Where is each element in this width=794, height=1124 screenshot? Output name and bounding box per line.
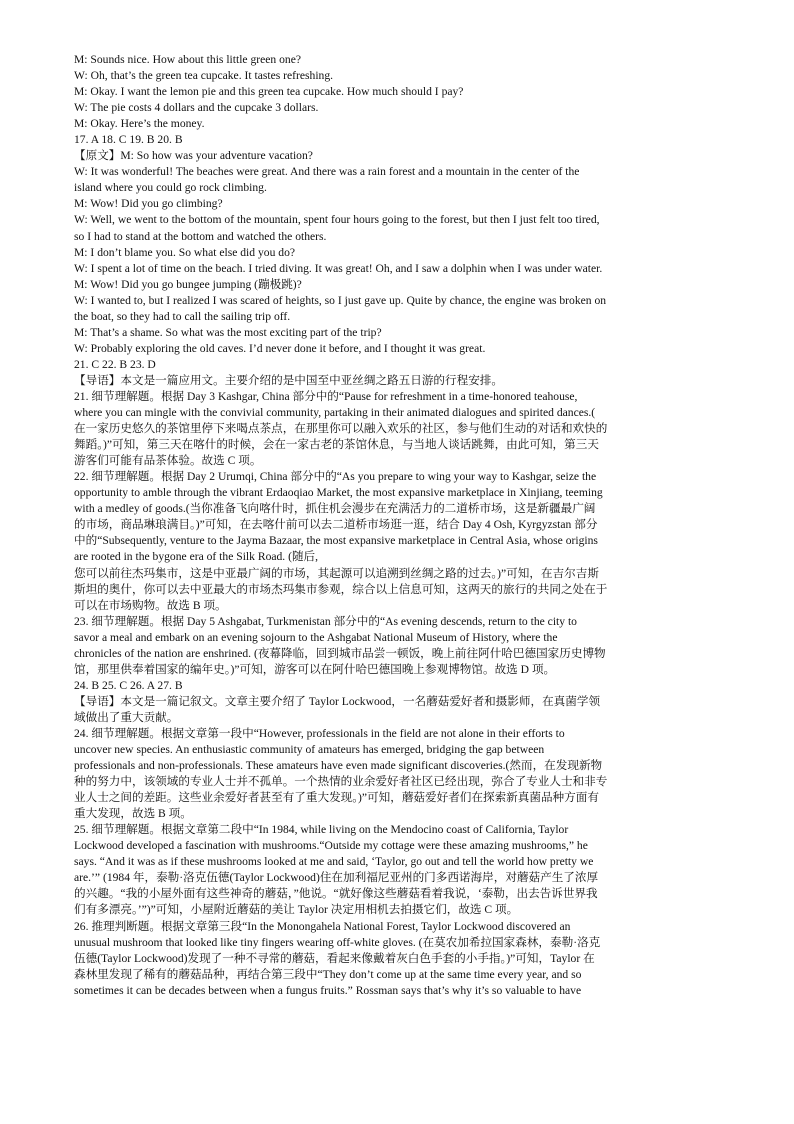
text-line: savor a meal and embark on an evening sojourn to the Ashgabat National Museum of History, where the <box>74 630 558 644</box>
text-line: 斯坦的奥什，你可以去中亚最大的市场杰玛集市参观，综合以上信息可知，这两天的旅行的共同之处在于 <box>74 582 608 596</box>
text-line: 24. 细节理解题。根据文章第一段中“However, professionals in the field are not alone in their efforts to <box>74 726 565 740</box>
text-line: chronicles of the nation are enshrined. (夜幕降临，回到城市品尝一顿饭，晚上前往阿什哈巴德国家历史博物 <box>74 646 606 660</box>
text-line: M: Okay. Here’s the money. <box>74 117 205 131</box>
text-line: 域做出了重大贡献。 <box>74 710 179 724</box>
text-line: M: Wow! Did you go bungee jumping (蹦极跳)? <box>74 277 302 291</box>
text-line: W: I spent a lot of time on the beach. I tried diving. It was great! Oh, and I saw a dolphin when I was under water. <box>74 261 603 275</box>
text-line: M: That’s a shame. So what was the most exciting part of the trip? <box>74 325 382 339</box>
text-line: Lockwood developed a fascination with mushrooms.“Outside my cottage were these amazing mushrooms,” he <box>74 839 588 853</box>
text-line: 【导语】本文是一篇应用文。主要介绍的是中国至中亚丝绸之路五日游的行程安排。 <box>74 373 503 387</box>
text-line: where you can mingle with the convivial community, partaking in their animated dialogues and spirited dances.( <box>74 406 596 420</box>
text-line: unusual mushroom that looked like tiny fingers wearing off-white gloves. (在莫农加希拉国家森林，泰勒·洛克 <box>74 935 601 949</box>
document-page <box>74 52 724 999</box>
text-line: W: Oh, that’s the green tea cupcake. It tastes refreshing. <box>74 69 334 83</box>
text-line: W: Probably exploring the old caves. I’d never done it before, and I thought it was great. <box>74 341 486 355</box>
text-line: 在一家历史悠久的茶馆里停下来喝点茶点，在那里你可以融入欢乐的社区，参与他们生动的对话和欢快的 <box>74 422 608 436</box>
text-line: W: The pie costs 4 dollars and the cupcake 3 dollars. <box>74 101 319 115</box>
text-line: opportunity to amble through the vibrant Erdaoqiao Market, the most expansive marketplace in Xinjiang, teeming <box>74 486 603 500</box>
text-line: 游客们可能有品茶体验。故选 C 项。 <box>74 454 262 468</box>
text-line: 业人士之间的差距。这些业余爱好者甚至有了重大发现。)”可知，蘑菇爱好者们在探索新真菌品种方面有 <box>74 791 599 805</box>
text-line: 21. 细节理解题。根据 Day 3 Kashgar, China 部分中的“Pause for refreshment in a time-honored teahouse, <box>74 389 578 403</box>
text-line: W: I wanted to, but I realized I was scared of heights, so I just gave up. Quite by chance, the engine was broken on <box>74 293 607 307</box>
text-line: W: It was wonderful! The beaches were great. And there was a rain forest and a mountain in the center of the <box>74 165 580 179</box>
text-line: the boat, so they had to call the sailing trip off. <box>74 309 291 323</box>
document-text <box>74 52 724 999</box>
text-line: 种的努力中，该领域的专业人士并不孤单。一个热情的业余爱好者社区已经出现，弥合了专业人士和非专 <box>74 775 608 789</box>
text-line: 舞蹈。)”可知，第三天在喀什的时候，会在一家古老的茶馆休息，与当地人谈话跳舞，由此可知，第三天 <box>74 438 599 452</box>
text-line: 馆，那里供奉着国家的编年史。)”可知，游客可以在阿什哈巴德国晚上参观博物馆。故选 D 项。 <box>74 662 556 676</box>
text-line: 【原文】M: So how was your adventure vacation? <box>74 149 313 163</box>
text-line: 22. 细节理解题。根据 Day 2 Urumqi, China 部分中的“As you prepare to wing your way to Kashgar, seize the <box>74 470 597 484</box>
text-line: 可以在市场购物。故选 B 项。 <box>74 598 227 612</box>
text-line: 伍德(Taylor Lockwood)发现了一种不寻常的蘑菇，看起来像戴着灰白色手套的小手指。)”可知，Taylor 在 <box>74 951 595 965</box>
text-line: 【导语】本文是一篇记叙文。文章主要介绍了 Taylor Lockwood，一名蘑菇爱好者和摄影师，在真菌学领 <box>74 694 601 708</box>
text-line: are.’” (1984 年，泰勒·洛克伍德(Taylor Lockwood)住在加利福尼亚州的门多西诺海岸，对蘑菇产生了浓厚 <box>74 871 599 885</box>
text-line: 25. 细节理解题。根据文章第二段中“In 1984, while living on the Mendocino coast of California, Taylor <box>74 823 569 837</box>
text-line: 17. A 18. C 19. B 20. B <box>74 133 183 147</box>
text-line: professionals and non-professionals. These amateurs have even made significant discoveries.(然而，在发现新物 <box>74 759 603 773</box>
text-line: 的市场，商品琳琅满目。)”可知，在去喀什前可以去二道桥市场逛一逛，结合 Day 4 Osh, Kyrgyzstan 部分 <box>74 518 598 532</box>
text-line: 26. 推理判断题。根据文章第三段“In the Monongahela National Forest, Taylor Lockwood discovered an <box>74 919 571 933</box>
text-line: 21. C 22. B 23. D <box>74 357 156 371</box>
text-line: 的兴趣。“我的小屋外面有这些神奇的蘑菇，”他说。“就好像这些蘑菇看着我说，‘泰勒，出去告诉世界我 <box>74 887 598 901</box>
text-line: 们有多漂亮。’”)”可知，小屋附近蘑菇的美让 Taylor 决定用相机去拍摄它们，故选 C 项。 <box>74 903 519 917</box>
text-line: are rooted in the bygone era of the Silk Road. (随后, <box>74 550 319 564</box>
text-line: 重大发现，故选 B 项。 <box>74 807 192 821</box>
text-line: sometimes it can be decades between when a fungus fruits.” Rossman says that’s why it’s so valuable to have <box>74 983 582 997</box>
text-line: 您可以前往杰玛集市，这是中亚最广阔的市场，其起源可以追溯到丝绸之路的过去。)”可知，在吉尔吉斯 <box>74 566 599 580</box>
text-line: M: Okay. I want the lemon pie and this green tea cupcake. How much should I pay? <box>74 85 464 99</box>
text-line: M: I don’t blame you. So what else did you do? <box>74 245 296 259</box>
text-line: 森林里发现了稀有的蘑菇品种，再结合第三段中“They don’t come up at the same time every year, and so <box>74 967 582 981</box>
text-line: 23. 细节理解题。根据 Day 5 Ashgabat, Turkmenistan 部分中的“As evening descends, return to the city to <box>74 614 577 628</box>
text-line: 中的“Subsequently, venture to the Jayma Bazaar, the most expansive marketplace in Central Asia, whose origins <box>74 534 598 548</box>
text-line: M: Wow! Did you go climbing? <box>74 197 223 211</box>
text-line: 24. B 25. C 26. A 27. B <box>74 678 183 692</box>
text-line: with a medley of goods.(当你准备飞向喀什时，抓住机会漫步在充满活力的二道桥市场，这是新疆最广阔 <box>74 502 596 516</box>
text-line: so I had to stand at the bottom and watched the others. <box>74 229 327 243</box>
text-line: uncover new species. An enthusiastic community of amateurs has emerged, bridging the gap between <box>74 743 545 757</box>
text-line: M: Sounds nice. How about this little green one? <box>74 53 302 66</box>
text-line: says. “And it was as if these mushrooms looked at me and said, ‘Taylor, go out and tell the world how pretty we <box>74 855 594 869</box>
text-line: island where you could go rock climbing. <box>74 181 267 195</box>
text-line: W: Well, we went to the bottom of the mountain, spent four hours going to the forest, but then I just felt too tired, <box>74 213 600 227</box>
